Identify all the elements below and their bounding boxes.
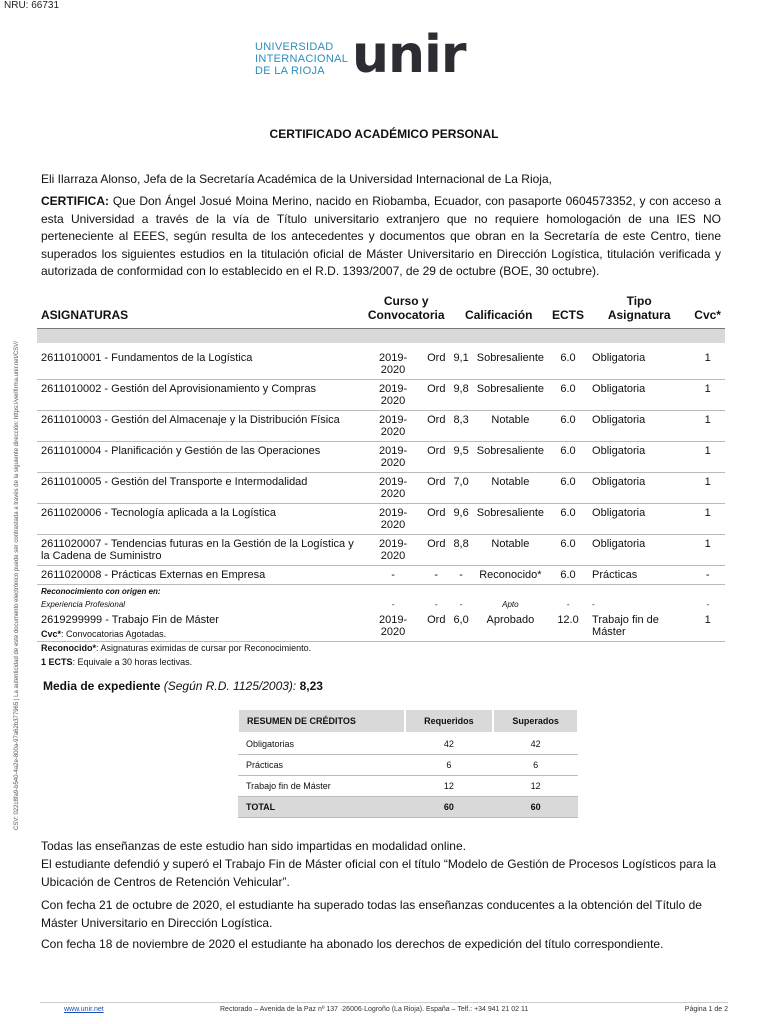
cell-conv: Ord — [423, 611, 449, 642]
subject-row — [37, 473, 725, 504]
cell-type: Obligatoria — [588, 442, 690, 473]
cell-ects: 6.0 — [548, 566, 588, 585]
csv-verification-text: CSV: 022c8fa9-b540-4a2e-800a-97a62b377965 | La autenticidad de este documento electrónico puede ser contrastada a través de la siguiente dirección: https://verifirma.unir.net/CSV/ — [14, 341, 20, 830]
cell-cvc: - — [690, 566, 725, 585]
cell-type: Prácticas — [588, 566, 690, 585]
cell-year: 2019-2020 — [363, 349, 423, 380]
cell-type: Obligatoria — [588, 380, 690, 411]
cell-conv: Ord — [423, 380, 449, 411]
cell-grade: 7,0 — [449, 473, 472, 504]
cell-subject: Experiencia Profesional — [41, 600, 126, 609]
cell-grade: 8,8 — [449, 535, 472, 566]
unir-website-link[interactable]: www.unir.net — [64, 1006, 104, 1013]
cell-qual: Sobresaliente — [473, 442, 548, 473]
credits-row: Trabajo fin de Máster 12 12 — [238, 776, 578, 797]
media-value: 8,23 — [299, 679, 323, 693]
cell-type: - — [592, 600, 595, 609]
cell-cvc: 1 — [690, 380, 725, 411]
cell-subject: 2611020008 - Prácticas Externas en Empresa — [37, 566, 363, 585]
cell-ects: - — [566, 600, 570, 609]
header-tipo-line2: Asignatura — [607, 308, 671, 322]
credits-total-row: TOTAL 60 60 — [238, 797, 578, 818]
cell-subject: 2611020006 - Tecnología aplicada a la Logística — [37, 504, 363, 535]
gap-row — [37, 329, 725, 344]
subject-row — [37, 566, 725, 585]
document-title: CERTIFICADO ACADÉMICO PERSONAL — [269, 127, 499, 141]
cell-ects: 6.0 — [548, 349, 588, 380]
cell-subject: 2619299999 - Trabajo Fin de Máster — [37, 611, 363, 642]
table-notes — [41, 627, 311, 669]
cell-type: Obligatoria — [588, 349, 690, 380]
certifica-label: CERTIFICA: — [41, 194, 109, 208]
header-tipo — [588, 292, 690, 329]
cell-grade: - — [459, 600, 463, 609]
credits-header: Superados — [493, 709, 578, 733]
cell-year: 2019-2020 — [363, 611, 423, 642]
credits-row: Obligatorias 42 42 — [238, 733, 578, 755]
cell-qual: Notable — [473, 535, 548, 566]
subject-row — [37, 411, 725, 442]
cell-qual: Reconocido* — [473, 566, 548, 585]
header-calificacion: Calificación — [449, 292, 548, 329]
header-curso — [363, 292, 449, 329]
cell-qual: Notable — [473, 411, 548, 442]
subject-row — [37, 504, 725, 535]
cell-conv: - — [434, 600, 438, 609]
cell-year: 2019-2020 — [363, 411, 423, 442]
logo-line: UNIVERSIDAD — [255, 41, 334, 53]
logo-line: DE LA RIOJA — [255, 65, 325, 77]
cell-conv: Ord — [423, 411, 449, 442]
subject-row — [37, 442, 725, 473]
subject-row — [37, 535, 725, 566]
recognition-label: Reconocimiento con origen en: — [41, 587, 161, 596]
closing-fecha-superado: Con fecha 21 de octubre de 2020, el estudiante ha superado todas las enseñanzas conducentes a la obtención del Título de Máster Universitario en Dirección Logística. — [41, 898, 702, 930]
cell-year: 2019-2020 — [363, 442, 423, 473]
header-tipo-line1: Tipo — [626, 294, 652, 308]
note-reconocido: Reconocido*: Asignaturas eximidas de cursar por Reconocimiento. — [41, 643, 312, 653]
cell-conv: Ord — [423, 504, 449, 535]
certifica-text: Que Don Ángel Josué Moina Merino, nacido en Riobamba, Ecuador, con pasaporte 0604573352, y con acceso a esta Universidad a través de la vía de Título universitario extranjero que no requiere homologación de una IES NO perteneciente al EEES, según resulta de los antecedentes y documentos que obran en la Secretaría de este Centro, tiene superados los siguientes estudios en la titulación oficial de Máster Universitario en Dirección Logística, titulación verificada y autorizada de conformidad con lo establecido en el R.D. 1393/2007, de 29 de octubre (BOE, 30 octubre). — [41, 194, 721, 278]
cell-ects: 6.0 — [548, 535, 588, 566]
nru-number: NRU: 66731 — [4, 0, 60, 11]
cell-ects: 6.0 — [548, 442, 588, 473]
note-cvc: Cvc*: Convocatorias Agotadas. — [41, 629, 167, 639]
header-asignaturas: ASIGNATURAS — [37, 292, 363, 329]
cell-conv: Ord — [423, 535, 449, 566]
cell-qual: Notable — [473, 473, 548, 504]
cell-year: 2019-2020 — [363, 473, 423, 504]
header-ects: ECTS — [548, 292, 588, 329]
closing-fecha-abonado: Con fecha 18 de noviembre de 2020 el estudiante ha abonado los derechos de expedición del título correspondiente. — [41, 937, 664, 951]
subject-row — [37, 598, 725, 611]
cell-subject: 2611010004 - Planificación y Gestión de las Operaciones — [37, 442, 363, 473]
cell-subject: 2611010002 - Gestión del Aprovisionamiento y Compras — [37, 380, 363, 411]
cell-grade: 6,0 — [449, 611, 472, 642]
cell-cvc: 1 — [690, 442, 725, 473]
university-logo-text — [255, 41, 348, 77]
cell-conv: Ord — [423, 473, 449, 504]
header-curso-line1: Curso y — [383, 294, 429, 308]
media-label: Media de expediente — [43, 679, 161, 693]
cell-year: 2019-2020 — [363, 535, 423, 566]
cell-type: Obligatoria — [588, 504, 690, 535]
page-number: Página 1 de 2 — [684, 1006, 728, 1013]
certifica-paragraph — [41, 193, 721, 281]
cell-qual: Aprobado — [473, 611, 548, 642]
cell-subject: 2611010005 - Gestión del Transporte e Intermodalidad — [37, 473, 363, 504]
cell-qual: Sobresaliente — [473, 349, 548, 380]
credits-header: Requeridos — [405, 709, 494, 733]
cell-ects: 6.0 — [548, 380, 588, 411]
cell-qual: Sobresaliente — [473, 504, 548, 535]
media-sub: (Según R.D. 1125/2003): — [163, 679, 297, 693]
cell-grade: - — [449, 566, 472, 585]
cell-cvc: 1 — [690, 473, 725, 504]
intro-paragraph: Eli Ilarraza Alonso, Jefa de la Secretaría Académica de la Universidad Internacional de La Rioja, — [41, 172, 552, 186]
unir-logo: unir — [352, 25, 466, 85]
cell-conv: Ord — [423, 349, 449, 380]
cell-year: 2019-2020 — [363, 504, 423, 535]
cell-type: Obligatoria — [588, 411, 690, 442]
header-cvc: Cvc* — [690, 292, 725, 329]
cell-cvc: 1 — [690, 411, 725, 442]
credits-row: Prácticas 6 6 — [238, 755, 578, 776]
cell-subject: 2611020007 - Tendencias futuras en la Gestión de la Logística y la Cadena de Suministro — [37, 535, 363, 566]
cell-cvc: 1 — [690, 504, 725, 535]
cell-grade: 9,1 — [449, 349, 472, 380]
cell-cvc: 1 — [690, 611, 725, 642]
cell-qual: Apto — [502, 600, 519, 609]
cell-grade: 8,3 — [449, 411, 472, 442]
cell-type: Obligatoria — [588, 473, 690, 504]
cell-year: 2019-2020 — [363, 380, 423, 411]
credits-header: RESUMEN DE CRÉDITOS — [238, 709, 405, 733]
note-ects: 1 ECTS: Equivale a 30 horas lectivas. — [41, 657, 193, 667]
cell-ects: 6.0 — [548, 411, 588, 442]
cell-grade: 9,6 — [449, 504, 472, 535]
closing-tfm: El estudiante defendió y superó el Trabajo Fin de Máster oficial con el título “Modelo de Gestión de Procesos Logísticos para la Ubicación de Centros de Retención Vehicular”. — [41, 857, 717, 889]
cell-year: - — [391, 600, 395, 609]
media-expediente — [43, 679, 323, 693]
cell-ects: 12.0 — [548, 611, 588, 642]
subject-row — [37, 349, 725, 380]
cell-grade: 9,5 — [449, 442, 472, 473]
header-curso-line2: Convocatoria — [367, 308, 445, 322]
cell-cvc: 1 — [690, 349, 725, 380]
cell-year: - — [363, 566, 423, 585]
cell-grade: 9,8 — [449, 380, 472, 411]
credits-summary-table — [237, 708, 579, 818]
cell-subject: 2611010001 - Fundamentos de la Logística — [37, 349, 363, 380]
cell-ects: 6.0 — [548, 504, 588, 535]
cell-type: Obligatoria — [588, 535, 690, 566]
cell-qual: Sobresaliente — [473, 380, 548, 411]
footer-divider — [40, 1002, 728, 1003]
cell-cvc: 1 — [690, 535, 725, 566]
cell-conv: - — [423, 566, 449, 585]
logo-line: INTERNACIONAL — [255, 53, 349, 65]
closing-online: Todas las enseñanzas de este estudio han sido impartidas en modalidad online. — [41, 839, 466, 853]
cell-ects: 6.0 — [548, 473, 588, 504]
cell-subject: 2611010003 - Gestión del Almacenaje y la Distribución Física — [37, 411, 363, 442]
cell-cvc: - — [706, 600, 709, 609]
subject-row — [37, 380, 725, 411]
cell-conv: Ord — [423, 442, 449, 473]
subjects-table — [37, 292, 725, 642]
recognition-label-row — [37, 585, 725, 599]
footer-address: Rectorado – Avenida de la Paz nº 137 ·26006·Logroño (La Rioja). España – Telf.: +34 941 21 02 11 — [220, 1006, 529, 1013]
cell-type: Trabajo fin de Máster — [588, 611, 690, 642]
